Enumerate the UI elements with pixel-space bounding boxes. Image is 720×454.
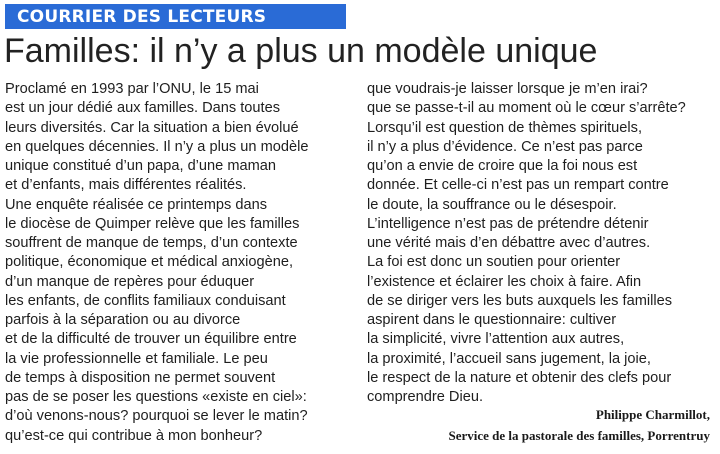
text-line: de temps à disposition ne permet souvent <box>5 369 276 386</box>
text-line: en quelques décennies. Il n’y a plus un modèle <box>5 138 309 155</box>
text-line: une vérité mais d’en débattre avec d’autres. <box>367 235 651 251</box>
text-line: leurs diversités. Car la situation a bien évolué <box>5 119 299 136</box>
text-line: qu’est-ce qui contribue à mon bonheur? <box>5 427 263 444</box>
text-line: il n’y a plus d’évidence. Ce n’est pas parce <box>367 138 643 155</box>
text-line: d’où venons-nous? pourquoi se lever le matin? <box>5 408 308 425</box>
text-line: le respect de la nature et obtenir des clefs pour <box>367 369 672 386</box>
text-line: Lorsqu’il est question de thèmes spirituels, <box>367 119 642 136</box>
text-line: la simplicité, vivre l’attention aux autres, <box>367 331 625 348</box>
text-line: qu’on a envie de croire que la foi nous est <box>367 158 638 174</box>
author-role: Service de la pastorale des familles, Porrentruy <box>448 428 710 443</box>
text-line: L’intelligence n’est pas de prétendre détenir <box>367 215 649 232</box>
text-line: la vie professionnelle et familiale. Le peu <box>5 350 268 367</box>
text-line: parfois à la séparation ou au divorce <box>5 312 241 328</box>
column-right <box>367 80 715 407</box>
text-line: et d’enfants, mais différentes réalités. <box>5 177 247 194</box>
article-headline: Familles: il n’y a plus un modèle unique <box>4 32 598 70</box>
rubric-label: COURRIER DES LECTEURS <box>17 6 267 27</box>
text-line: et de la difficulté de trouver un équilibre entre <box>5 331 297 348</box>
column-left <box>5 80 355 446</box>
text-line: Proclamé en 1993 par l’ONU, le 15 mai <box>5 81 259 97</box>
text-line: la proximité, l’accueil sans jugement, la joie, <box>367 350 651 367</box>
text-line: l’existence et éclairer les choix à faire. Afin <box>367 273 642 290</box>
text-line: souffrent de manque de temps, d’un contexte <box>5 235 298 251</box>
text-line: politique, économique et médical anxiogène, <box>5 254 294 271</box>
text-line: unique constitué d’un papa, d’une maman <box>5 158 276 174</box>
text-line: que voudrais-je laisser lorsque je m’en irai? <box>367 81 648 97</box>
text-line: de se diriger vers les buts auxquels les familles <box>367 292 672 309</box>
text-line: le doute, la souffrance ou le désespoir. <box>367 196 617 213</box>
section-rubric <box>5 4 346 29</box>
text-line: est un jour dédié aux familles. Dans toutes <box>5 100 281 117</box>
text-line: les enfants, de conflits familiaux conduisant <box>5 292 286 309</box>
text-line: que se passe-t-il au moment où le cœur s’arrête? <box>367 100 686 117</box>
text-line: La foi est donc un soutien pour orienter <box>367 254 621 271</box>
text-line: le diocèse de Quimper relève que les familles <box>5 215 300 232</box>
text-line: comprendre Dieu. <box>367 389 483 405</box>
text-line: donnée. Et celle-ci n’est pas un rempart contre <box>367 177 669 194</box>
author-name: Philippe Charmillot, <box>595 407 710 422</box>
text-line: d’un manque de repères pour éduquer <box>5 273 255 290</box>
text-line: Une enquête réalisée ce printemps dans <box>5 196 268 213</box>
text-line: pas de se poser les questions «existe en ciel»: <box>5 389 307 405</box>
text-line: aspirent dans le questionnaire: cultiver <box>367 312 617 328</box>
